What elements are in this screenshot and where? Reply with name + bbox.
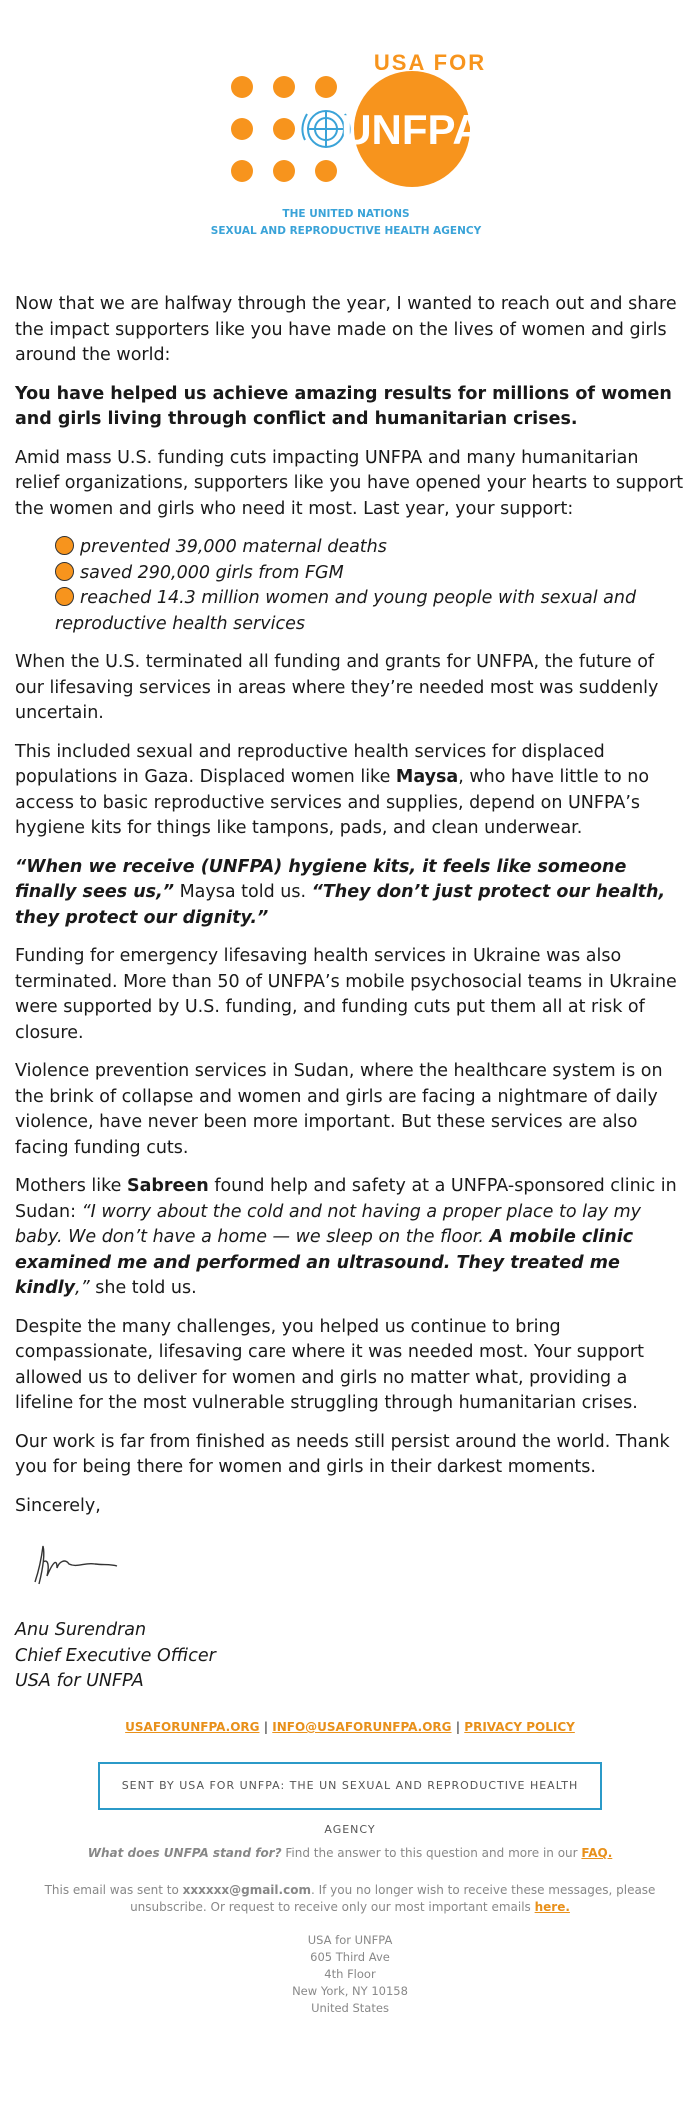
signer-org: USA for UNFPA	[15, 1671, 144, 1691]
funding-paragraph: Amid mass U.S. funding cuts impacting UNFPA and many humanitarian relief organizations, supporters like you have opened your hearts to support the women and girls who need it most. Last year, your support:	[15, 447, 684, 519]
email-link[interactable]: INFO@USAFORUNFPA.ORG	[272, 1720, 452, 1734]
signature-block	[15, 1532, 687, 1695]
orange-bullet-icon	[55, 536, 74, 555]
headline-paragraph	[15, 382, 687, 433]
challenges-paragraph: Despite the many challenges, you helped us continue to bring compassionate, lifesaving care where it was needed most. Your support allowed us to deliver for women and girls no matter what, providing a lifeline for the most vulnerable struggling through humanitarian crises.	[15, 1316, 644, 1413]
footer-links: USAFORUNFPA.ORG | INFO@USAFORUNFPA.ORG | PRIVACY POLICY	[125, 1720, 575, 1734]
logo-dot	[315, 76, 337, 98]
signature-image	[25, 1532, 125, 1592]
sabreen-paragraph: Mothers like Sabreen found help and safety at a UNFPA-sponsored clinic in Sudan: “I worry about the cold and not having a proper place to lay my baby. We don’t have a home — we sleep on the floor. A mobile clinic examined me and performed an ultrasound. They treated me kindly,” she told us.	[15, 1176, 677, 1298]
logo-dot	[231, 76, 253, 98]
signer-name: Anu Surendran	[15, 1620, 147, 1640]
logo-dot	[315, 160, 337, 182]
list-item: saved 290,000 girls from FGM	[55, 561, 687, 587]
recipient-email: xxxxxx@gmail.com	[182, 1883, 311, 1897]
gaza-paragraph: This included sexual and reproductive health services for displaced populations in Gaza. Displaced women like Maysa, who have little to no access to basic reproductive services and supplies, depend on UNFPA’s hygiene kits for things like tampons, pads, and clean underwear.	[15, 741, 650, 838]
list-item: prevented 39,000 maternal deaths	[55, 535, 687, 561]
postal-address: USA for UNFPA 605 Third Ave 4th Floor New York, NY 10158 United States	[292, 1933, 408, 2015]
sent-by-box: SENT BY USA FOR UNFPA: THE UN SEXUAL AND REPRODUCTIVE HEALTH AGENCY	[98, 1762, 602, 1810]
website-link[interactable]: USAFORUNFPA.ORG	[125, 1720, 260, 1734]
logo-dot	[273, 160, 295, 182]
logo-tagline-1: THE UNITED NATIONS	[282, 208, 410, 220]
unsubscribe-text: This email was sent to xxxxxx@gmail.com. If you no longer wish to receive these messages, please unsubscribe. Or request to receive only our most important emails here.	[44, 1883, 656, 1914]
logo-dot	[273, 76, 295, 98]
faq-link[interactable]: FAQ.	[581, 1846, 613, 1860]
impact-list	[55, 535, 687, 637]
terminated-paragraph: When the U.S. terminated all funding and grants for UNFPA, the future of our lifesaving services in areas where they’re needed most was suddenly uncertain.	[15, 652, 659, 723]
orange-bullet-icon	[55, 562, 74, 581]
logo-usa-for: USA FOR	[373, 50, 487, 75]
faq-line: What does UNFPA stand for? Find the answer to this question and more in our FAQ.	[87, 1846, 613, 1860]
list-item: reached 14.3 million women and young people with sexual and reproductive health services	[55, 588, 637, 634]
orange-bullet-icon	[55, 587, 74, 606]
logo-dot	[231, 160, 253, 182]
logo-tagline-2: SEXUAL AND REPRODUCTIVE HEALTH AGENCY	[210, 225, 482, 237]
logo-dot	[273, 118, 295, 140]
finished-paragraph: Our work is far from finished as needs still persist around the world. Thank you for being there for women and girls in their darkest moments.	[15, 1431, 670, 1477]
usa-for-unfpa-logo	[0, 50, 700, 250]
preferences-link[interactable]: here.	[534, 1900, 570, 1914]
signer-title: Chief Executive Officer	[15, 1645, 216, 1666]
sincerely: Sincerely,	[15, 1495, 101, 1516]
maysa-quote: “When we receive (UNFPA) hygiene kits, it feels like someone finally sees us,” Maysa told us. “They don’t just protect our health, they protect our dignity.”	[15, 856, 666, 928]
intro-paragraph: Now that we are halfway through the year, I wanted to reach out and share the impact supporters like you have made on the lives of women and girls around the world:	[15, 294, 677, 365]
logo-unfpa: UNFPA	[341, 106, 483, 153]
sudan-paragraph: Violence prevention services in Sudan, where the healthcare system is on the brink of collapse and women and girls are facing a nightmare of daily violence, have never been more important. But these services are also facing funding cuts.	[15, 1061, 663, 1158]
logo-dot	[231, 118, 253, 140]
maysa-name: Maysa	[395, 767, 459, 787]
headline-text: You have helped us achieve amazing results for millions of women and girls living through conflict and humanitarian crises.	[15, 383, 672, 429]
letter-body	[15, 292, 687, 1695]
ukraine-paragraph: Funding for emergency lifesaving health services in Ukraine was also terminated. More than 50 of UNFPA’s mobile psychosocial teams in Ukraine were supported by U.S. funding, and funding cuts put them all at risk of closure.	[15, 946, 677, 1043]
sabreen-name: Sabreen	[126, 1176, 209, 1196]
email-footer	[0, 1720, 700, 2017]
privacy-policy-link[interactable]: PRIVACY POLICY	[464, 1720, 575, 1734]
